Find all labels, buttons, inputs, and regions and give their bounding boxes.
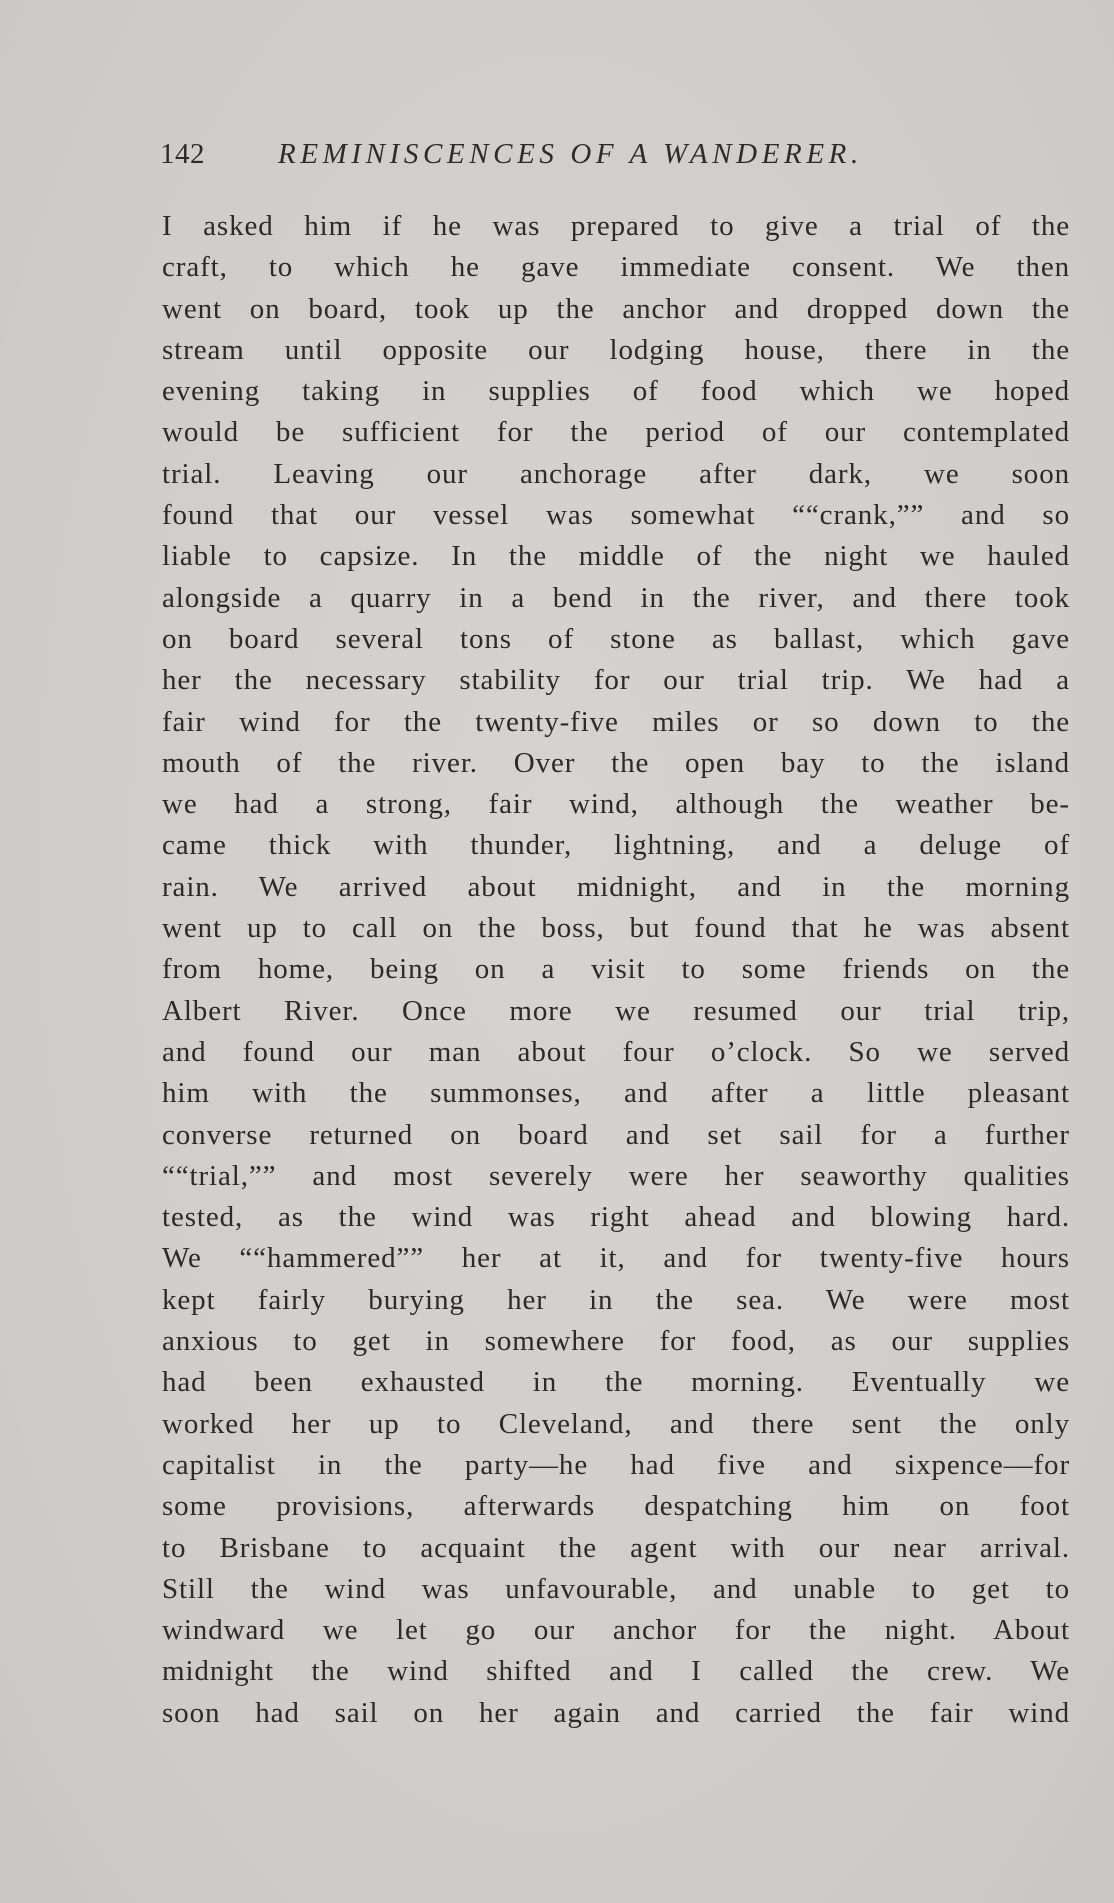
page-header: [160, 138, 1000, 178]
text-line: found that our vessel was somewhat ““crank,”” and so: [162, 499, 1070, 532]
text-line: from home, being on a visit to some friends on the: [162, 953, 1070, 986]
text-line: rain. We arrived about midnight, and in the morning: [162, 870, 1070, 903]
text-line: midnight the wind shifted and I called the crew. We: [162, 1655, 1070, 1688]
text-line: we had a strong, fair wind, although the weather be-: [162, 788, 1070, 821]
text-line: capitalist in the party—he had five and sixpence—for: [162, 1448, 1070, 1481]
text-line: evening taking in supplies of food which we hoped: [162, 375, 1070, 408]
text-line: trial. Leaving our anchorage after dark, we soon: [162, 457, 1070, 490]
text-line: I asked him if he was prepared to give a trial of the: [162, 210, 1070, 242]
text-line: on board several tons of stone as ballast, which gave: [162, 622, 1070, 655]
text-line: fair wind for the twenty-five miles or so down to the: [162, 705, 1070, 738]
text-line: ““trial,”” and most severely were her seaworthy qualities: [162, 1159, 1070, 1192]
text-line: had been exhausted in the morning. Eventually we: [162, 1366, 1070, 1399]
body-text: [162, 206, 1070, 1734]
text-line: came thick with thunder, lightning, and a deluge of: [162, 829, 1070, 862]
text-line: soon had sail on her again and carried the fair wind: [162, 1696, 1070, 1729]
text-line: went on board, took up the anchor and dropped down the: [162, 292, 1070, 325]
text-line: Albert River. Once more we resumed our trial trip,: [162, 994, 1070, 1027]
text-line: windward we let go our anchor for the night. About: [162, 1614, 1070, 1647]
text-line: her the necessary stability for our trial trip. We had a: [162, 664, 1070, 697]
text-line: liable to capsize. In the middle of the night we hauled: [162, 540, 1070, 573]
text-line: some provisions, afterwards despatching him on foot: [162, 1490, 1070, 1523]
text-line: stream until opposite our lodging house, there in the: [162, 333, 1070, 366]
text-line: alongside a quarry in a bend in the river, and there took: [162, 581, 1070, 614]
text-line: anxious to get in somewhere for food, as our supplies: [162, 1325, 1070, 1358]
text-line: him with the summonses, and after a little pleasant: [162, 1077, 1070, 1110]
text-line: kept fairly burying her in the sea. We were most: [162, 1283, 1070, 1316]
page-number: 142: [160, 138, 205, 170]
text-line: to Brisbane to acquaint the agent with our near arrival.: [162, 1531, 1070, 1564]
text-line: went up to call on the boss, but found that he was absent: [162, 912, 1070, 945]
text-line: mouth of the river. Over the open bay to the island: [162, 746, 1070, 779]
text-line: and found our man about four o’clock. So we served: [162, 1035, 1070, 1068]
text-line: craft, to which he gave immediate consent. We then: [162, 251, 1070, 284]
text-line: converse returned on board and set sail for a further: [162, 1118, 1070, 1151]
running-title: REMINISCENCES OF A WANDERER.: [278, 138, 863, 170]
text-line: worked her up to Cleveland, and there sent the only: [162, 1407, 1070, 1440]
text-line: would be sufficient for the period of our contemplated: [162, 416, 1070, 449]
text-line: We ““hammered”” her at it, and for twenty-five hours: [162, 1242, 1070, 1275]
text-line: Still the wind was unfavourable, and unable to get to: [162, 1572, 1070, 1605]
text-line: tested, as the wind was right ahead and blowing hard.: [162, 1201, 1070, 1234]
